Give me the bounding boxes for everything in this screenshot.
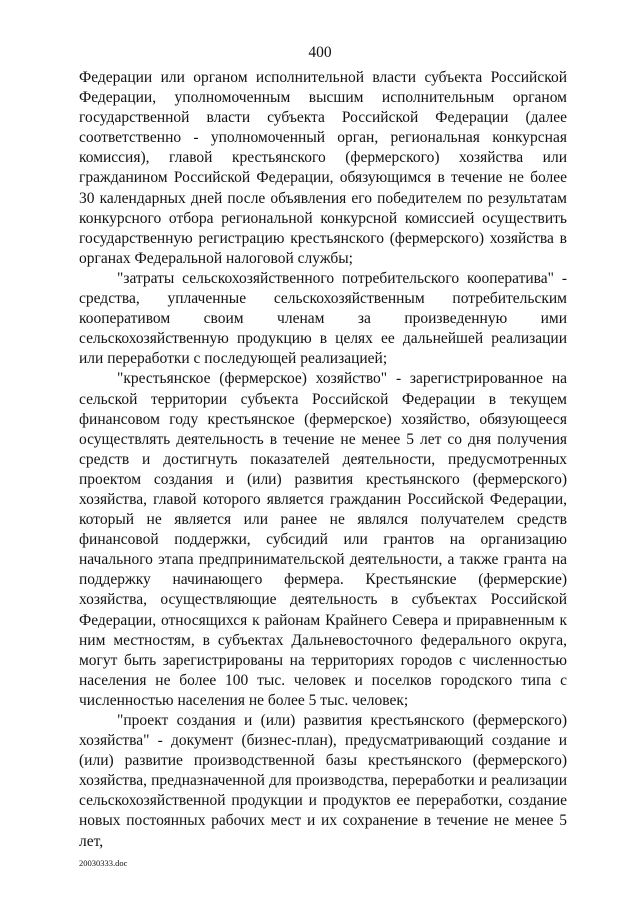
paragraph-definition-farm: "крестьянское (фермерское) хозяйство" - зарегистрированное на сельской территории субъекта Российской Федерации в текущем финансовом году крестьянское (фермерское) хозяйство, обязующееся осуществлять деятельность в течение не менее 5 лет со дня получения средств и достигнуть показателей деятельности, предусмотренных проектом создания и (или) развития крестьянского (фермерского) хозяйства, главой которого является гражданин Российской Федерации, который не является или ранее не являлся получателем средств финансовой поддержки, субсидий или грантов на организацию начального этапа предпринимательской деятельности, а также гранта на поддержку начинающего фермера. Крестьянские (фермерские) хозяйства, осуществляющие деятельность в субъектах Российской Федерации, относящихся к районам Крайнего Севера и приравненным к ним местностям, в субъектах Дальневосточного федерального округа, могут быть зарегистрированы на территориях городов с численностью населения не более 100 тыс. человек и поселков городского типа с численностью населения не более 5 тыс. человек; (79, 370, 567, 709)
page-number: 400 (308, 44, 332, 61)
footer-file-name: 20030333.doc (79, 858, 128, 868)
paragraph-definition-cooperative-costs: "затраты сельскохозяйственного потребительского кооператива" - средства, уплаченные сельскохозяйственным потребительским кооперативом своим членам за произведенную ими сельскохозяйственную продукцию в целях ее дальнейшей реализации или переработки с последующей реализацией; (79, 269, 567, 368)
paragraph-continuation: Федерации или органом исполнительной власти субъекта Российской Федерации, уполномоченным высшим исполнительным органом государственной власти субъекта Российской Федерации (далее соответственно - уполномоченный орган, региональная конкурсная комиссия), главой крестьянского (фермерского) хозяйства или гражданином Российской Федерации, обязующимся в течение не более 30 календарных дней после объявления его победителем по результатам конкурсного отбора региональной конкурсной комиссией осуществить государственную регистрацию крестьянского (фермерского) хозяйства в органах Федеральной налоговой службы; (79, 69, 567, 267)
document-body (79, 68, 567, 852)
paragraph-definition-project: "проект создания и (или) развития крестьянского (фермерского) хозяйства" - документ (бизнес-план), предусматривающий создание и (или) развитие производственной базы крестьянского (фермерского) хозяйства, предназначенной для производства, переработки и реализации сельскохозяйственной продукции и продуктов ее переработки, создание новых постоянных рабочих мест и их сохранение в течение не менее 5 лет, (79, 712, 567, 850)
